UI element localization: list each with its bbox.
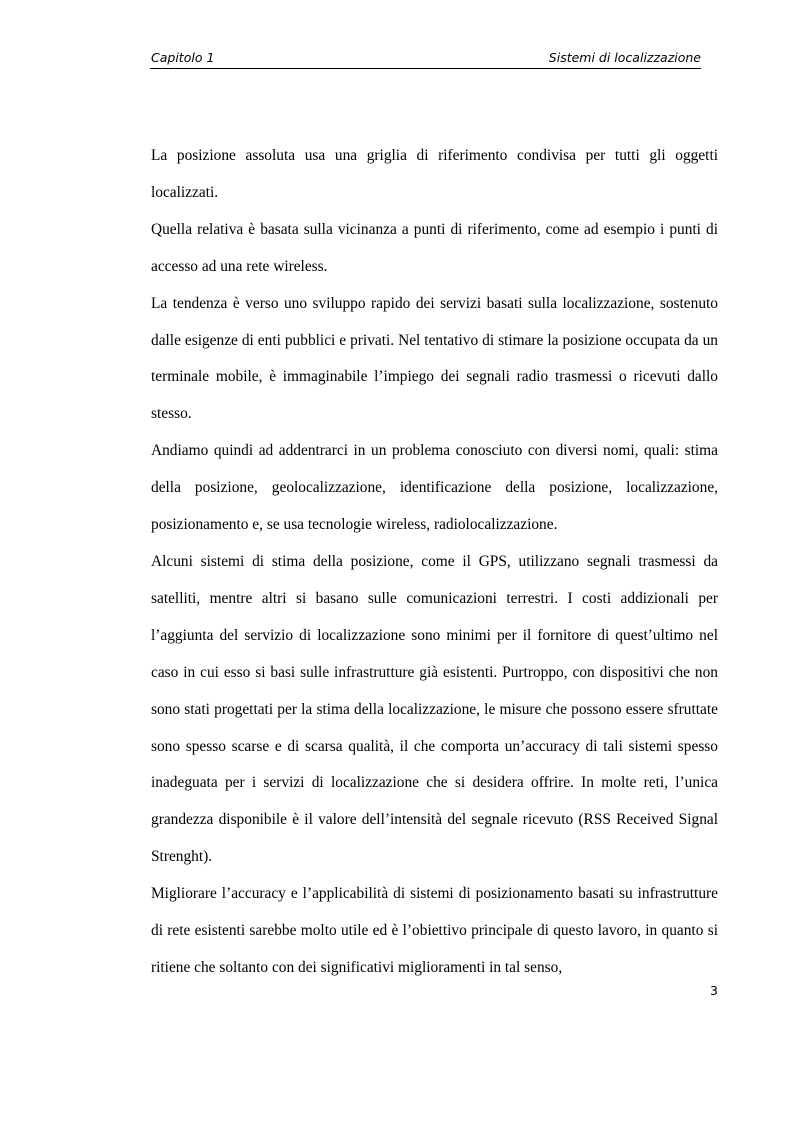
- paragraph: Migliorare l’accuracy e l’applicabilità di sistemi di posizionamento basati su infrastrutture di rete esistenti sarebbe molto utile ed è l’obiettivo principale di questo lavoro, in quanto si ritiene che soltanto con dei significativi miglioramenti in tal senso,: [151, 885, 718, 976]
- paragraph: La posizione assoluta usa una griglia di riferimento condivisa per tutti gli oggetti localizzati.: [151, 147, 718, 201]
- header-section-title: Sistemi di localizzazione: [548, 50, 701, 65]
- body-text: [151, 138, 718, 987]
- paragraph: La tendenza è verso uno sviluppo rapido dei servizi basati sulla localizzazione, sostenuto dalle esigenze di enti pubblici e privati. Nel tentativo di stimare la posizione occupata da un terminale mobile, è immaginabile l’impiego dei segnali radio trasmessi o ricevuti dallo stesso.: [151, 294, 718, 423]
- paragraph: Alcuni sistemi di stima della posizione, come il GPS, utilizzano segnali trasmessi da satelliti, mentre altri si basano sulle comunicazioni terrestri. I costi addizionali per l’aggiunta del servizio di localizzazione sono minimi per il fornitore di quest’ultimo nel caso in cui esso si basi sulle infrastrutture già esistenti. Purtroppo, con dispositivi che non sono stati progettati per la stima della localizzazione, le misure che possono essere sfruttate sono spesso scarse e di scarsa qualità, il che comporta un’accuracy di tali sistemi spesso inadeguata per i servizi di localizzazione che si desidera offrire. In molte reti, l’unica grandezza disponibile è il valore dell’intensità del segnale ricevuto (RSS Received Signal Strenght).: [151, 552, 718, 866]
- header-chapter: Capitolo 1: [151, 50, 215, 65]
- paragraph: Andiamo quindi ad addentrarci in un problema conosciuto con diversi nomi, quali: stima della posizione, geolocalizzazione, identificazione della posizione, localizzazione, posizionamento e, se usa tecnologie wireless, radiolocalizzazione.: [151, 442, 718, 534]
- paragraph: Quella relativa è basata sulla vicinanza a punti di riferimento, come ad esempio i punti di accesso ad una rete wireless.: [151, 220, 718, 275]
- page-number: 3: [710, 983, 718, 998]
- running-header: [150, 48, 701, 69]
